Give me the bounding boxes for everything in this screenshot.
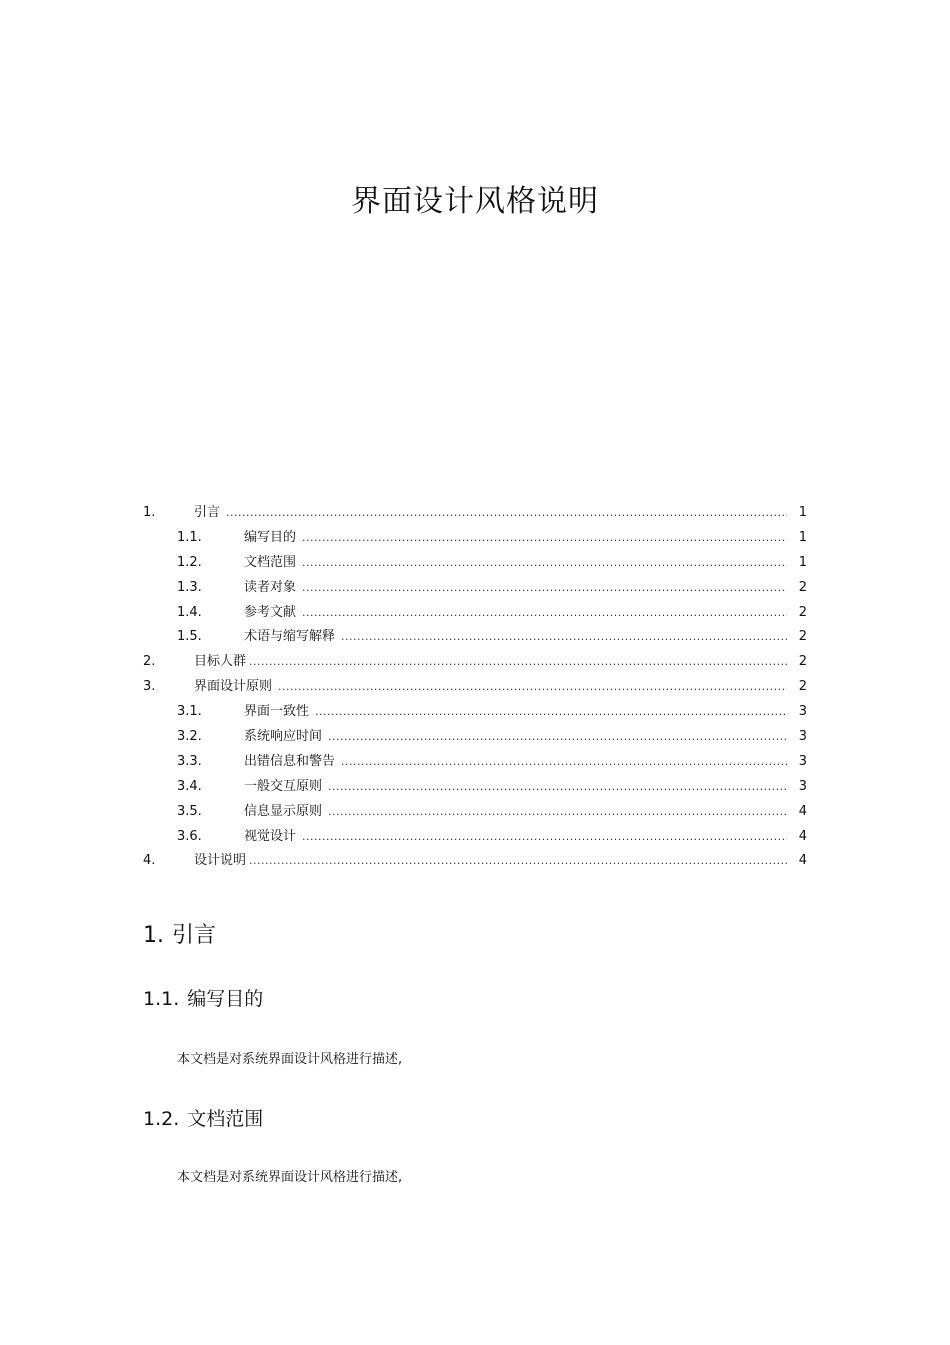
toc-entry-label: 一般交互原则 — [244, 775, 322, 800]
toc-entry-number: 1.3. — [177, 579, 202, 595]
toc-entry-number: 1.2. — [177, 554, 202, 570]
toc-entry-label: 视觉设计 — [244, 825, 296, 850]
toc-entry[interactable] — [143, 526, 807, 551]
toc-leader-dots — [341, 625, 787, 650]
toc-entry-number: 3.6. — [177, 828, 202, 844]
toc-entry-label: 界面设计原则 — [194, 675, 272, 700]
toc-entry-label: 编写目的 — [244, 526, 296, 551]
toc-entry-number: 2. — [143, 654, 156, 670]
toc-entry-label: 出错信息和警告 — [244, 750, 335, 775]
toc-entry[interactable] — [143, 601, 807, 626]
section-paragraph: 本文档是对系统界面设计风格进行描述, — [177, 1052, 403, 1067]
toc-entry-label: 读者对象 — [244, 576, 296, 601]
toc-entry-number: 3.5. — [177, 803, 202, 819]
toc-leader-dots — [226, 501, 787, 526]
toc-entry[interactable] — [143, 725, 807, 750]
toc-entry-label: 文档范围 — [244, 551, 296, 576]
section-heading-1 — [143, 920, 216, 952]
toc-leader-dots — [328, 800, 787, 825]
toc-entry[interactable] — [143, 625, 807, 650]
toc-entry-label: 系统响应时间 — [244, 725, 322, 750]
toc-entry[interactable] — [143, 576, 807, 601]
toc-entry-number: 1. — [143, 505, 156, 520]
section-number: 1. — [143, 923, 164, 948]
section-number: 1.1. — [143, 988, 180, 1010]
section-heading-1-2 — [143, 1105, 263, 1133]
section-heading-1-1 — [143, 985, 263, 1013]
toc-entry-page: 2 — [798, 579, 807, 595]
toc-entry-label: 信息显示原则 — [244, 800, 322, 825]
toc-leader-dots — [341, 750, 787, 775]
toc-entry-label: 术语与缩写解释 — [244, 625, 335, 650]
toc-entry-page: 3 — [798, 729, 807, 745]
section-paragraph: 本文档是对系统界面设计风格进行描述, — [177, 1170, 403, 1185]
toc-leader-dots — [328, 775, 787, 800]
document-title: 界面设计风格说明 — [351, 184, 599, 219]
toc-entry-page: 3 — [798, 704, 807, 720]
toc-leader-dots — [328, 725, 787, 750]
toc-entry[interactable] — [143, 825, 807, 850]
toc-entry-label: 界面一致性 — [244, 700, 309, 725]
toc-entry-page: 2 — [798, 629, 807, 645]
toc-entry[interactable] — [143, 700, 807, 725]
toc-entry-page: 2 — [798, 654, 807, 670]
toc-entry-number: 3.1. — [177, 704, 202, 720]
toc-entry-label: 引言 — [194, 501, 220, 526]
toc-leader-dots — [302, 825, 787, 850]
toc-entry-page: 3 — [798, 778, 807, 794]
toc-entry-page: 2 — [798, 604, 807, 620]
toc-entry[interactable] — [143, 501, 807, 526]
toc-entry-number: 1.4. — [177, 604, 202, 620]
toc-entry-page: 4 — [798, 828, 807, 844]
toc-entry-page: 4 — [798, 853, 807, 869]
toc-entry-number: 3.4. — [177, 778, 202, 794]
toc-entry-page: 1 — [798, 505, 807, 520]
toc-entry[interactable] — [143, 551, 807, 576]
toc-leader-dots — [302, 526, 787, 551]
toc-entry-number: 1.1. — [177, 529, 202, 545]
toc-entry-label: 参考文献 — [244, 601, 296, 626]
table-of-contents — [143, 501, 807, 874]
toc-leader-dots — [302, 601, 787, 626]
toc-entry-label: 目标人群 — [194, 650, 246, 675]
toc-leader-dots — [302, 576, 787, 601]
toc-leader-dots — [249, 650, 787, 675]
toc-entry[interactable] — [143, 849, 807, 874]
toc-entry-page: 1 — [798, 554, 807, 570]
toc-leader-dots — [302, 551, 787, 576]
toc-entry-page: 1 — [798, 529, 807, 545]
toc-entry-number: 3.2. — [177, 729, 202, 745]
toc-entry-number: 3. — [143, 679, 156, 695]
section-number: 1.2. — [143, 1108, 180, 1130]
toc-entry[interactable] — [143, 750, 807, 775]
toc-entry[interactable] — [143, 775, 807, 800]
toc-entry-number: 3.3. — [177, 753, 202, 769]
toc-leader-dots — [249, 849, 787, 874]
toc-entry-number: 1.5. — [177, 629, 202, 645]
toc-entry-number: 4. — [143, 853, 156, 869]
toc-entry-page: 2 — [798, 679, 807, 695]
toc-entry-page: 3 — [798, 753, 807, 769]
toc-entry[interactable] — [143, 800, 807, 825]
toc-entry[interactable] — [143, 650, 807, 675]
section-title: 编写目的 — [187, 988, 264, 1010]
toc-entry-label: 设计说明 — [194, 849, 246, 874]
section-title: 引言 — [172, 923, 217, 948]
toc-entry-page: 4 — [798, 803, 807, 819]
toc-leader-dots — [315, 700, 787, 725]
toc-entry[interactable] — [143, 675, 807, 700]
section-title: 文档范围 — [187, 1108, 264, 1130]
toc-leader-dots — [278, 675, 787, 700]
